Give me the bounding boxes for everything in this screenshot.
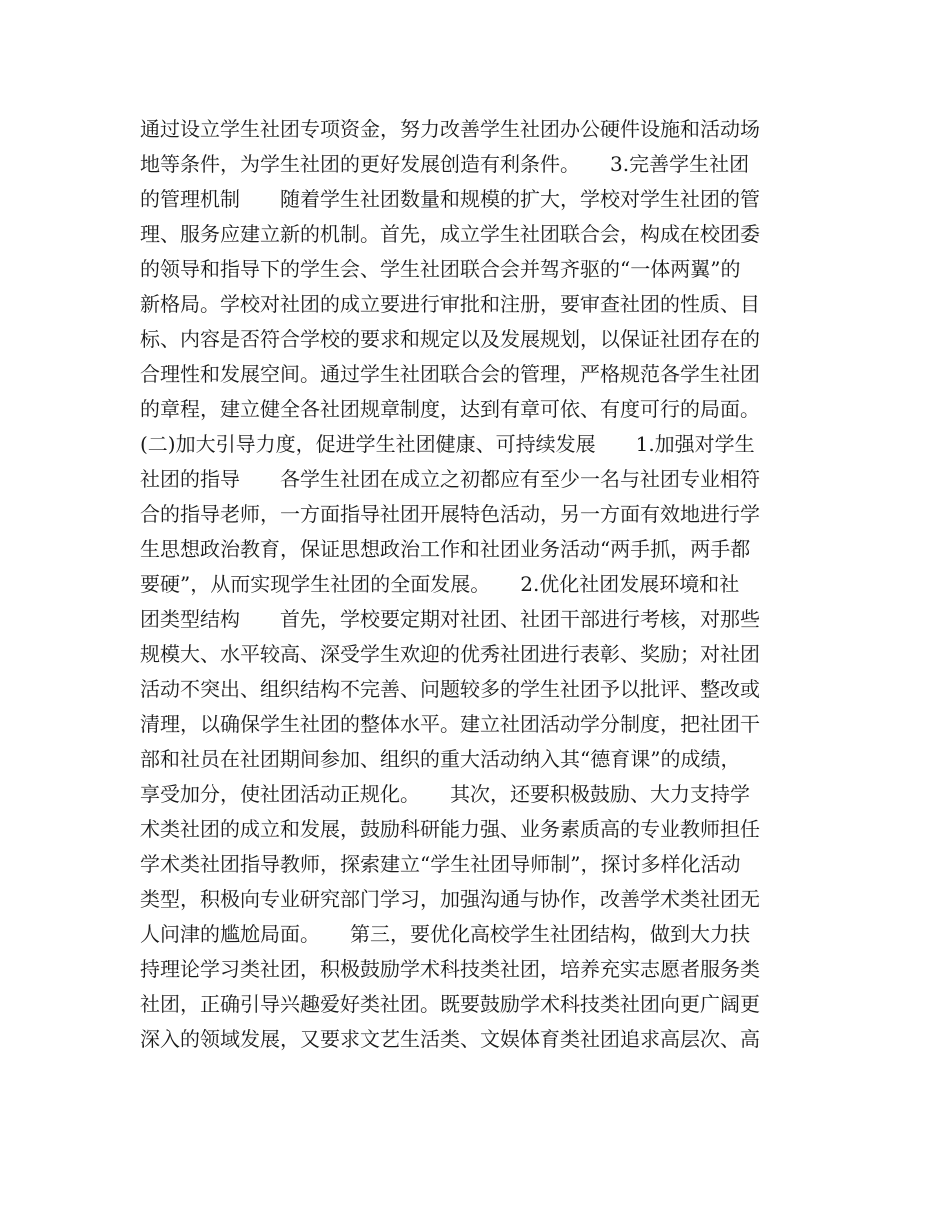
text-line: 清理，以确保学生社团的整体水平。建立社团活动学分制度，把社团干 — [140, 712, 760, 736]
text-line: 团类型结构 首先，学校要定期对社团、社团干部进行考核，对那些 — [140, 607, 760, 631]
text-line: 标、内容是否符合学校的要求和规定以及发展规划，以保证社团存在的 — [140, 327, 760, 351]
text-line: 的章程，建立健全各社团规章制度，达到有章可依、有度可行的局面。 — [140, 397, 760, 421]
text-line: 享受加分，使社团活动正规化。 其次，还要积极鼓励、大力支持学 — [140, 782, 750, 806]
text-line: 社团的指导 各学生社团在成立之初都应有至少一名与社团专业相符 — [140, 467, 760, 491]
text-line: 社团，正确引导兴趣爱好类社团。既要鼓励学术科技类社团向更广阔更 — [140, 992, 760, 1016]
body-text — [140, 112, 820, 1057]
text-line: 人问津的尴尬局面。 第三，要优化高校学生社团结构，做到大力扶 — [140, 922, 750, 946]
text-line: 通过设立学生社团专项资金，努力改善学生社团办公硬件设施和活动场 — [140, 117, 760, 141]
text-line: (二)加大引导力度，促进学生社团健康、可持续发展 1.加强对学生 — [140, 432, 755, 456]
text-line: 部和社员在社团期间参加、组织的重大活动纳入其“德育课”的成绩， — [140, 747, 741, 771]
text-line: 新格局。学校对社团的成立要进行审批和注册，要审查社团的性质、目 — [140, 292, 760, 316]
text-line: 持理论学习类社团，积极鼓励学术科技类社团，培养充实志愿者服务类 — [140, 957, 760, 981]
text-line: 要硬”，从而实现学生社团的全面发展。 2.优化社团发展环境和社 — [140, 572, 740, 596]
text-line: 生思想政治教育，保证思想政治工作和社团业务活动“两手抓，两手都 — [140, 537, 751, 561]
text-line: 类型，积极向专业研究部门学习，加强沟通与协作，改善学术类社团无 — [140, 887, 760, 911]
text-line: 术类社团的成立和发展，鼓励科研能力强、业务素质高的专业教师担任 — [140, 817, 760, 841]
text-line: 的领导和指导下的学生会、学生社团联合会并驾齐驱的“一体两翼”的 — [140, 257, 741, 281]
text-line: 活动不突出、组织结构不完善、问题较多的学生社团予以批评、整改或 — [140, 677, 760, 701]
text-line: 规模大、水平较高、深受学生欢迎的优秀社团进行表彰、奖励；对社团 — [140, 642, 760, 666]
text-line: 地等条件，为学生社团的更好发展创造有利条件。 3.完善学生社团 — [140, 152, 750, 176]
text-line: 深入的领域发展，又要求文艺生活类、文娱体育类社团追求高层次、高 — [140, 1027, 760, 1051]
text-line: 合理性和发展空间。通过学生社团联合会的管理，严格规范各学生社团 — [140, 362, 760, 386]
text-line: 的管理机制 随着学生社团数量和规模的扩大，学校对学生社团的管 — [140, 187, 760, 211]
text-line: 合的指导老师，一方面指导社团开展特色活动，另一方面有效地进行学 — [140, 502, 760, 526]
text-line: 理、服务应建立新的机制。首先，成立学生社团联合会，构成在校团委 — [140, 222, 760, 246]
text-line: 学术类社团指导教师，探索建立“学生社团导师制”，探讨多样化活动 — [140, 852, 741, 876]
